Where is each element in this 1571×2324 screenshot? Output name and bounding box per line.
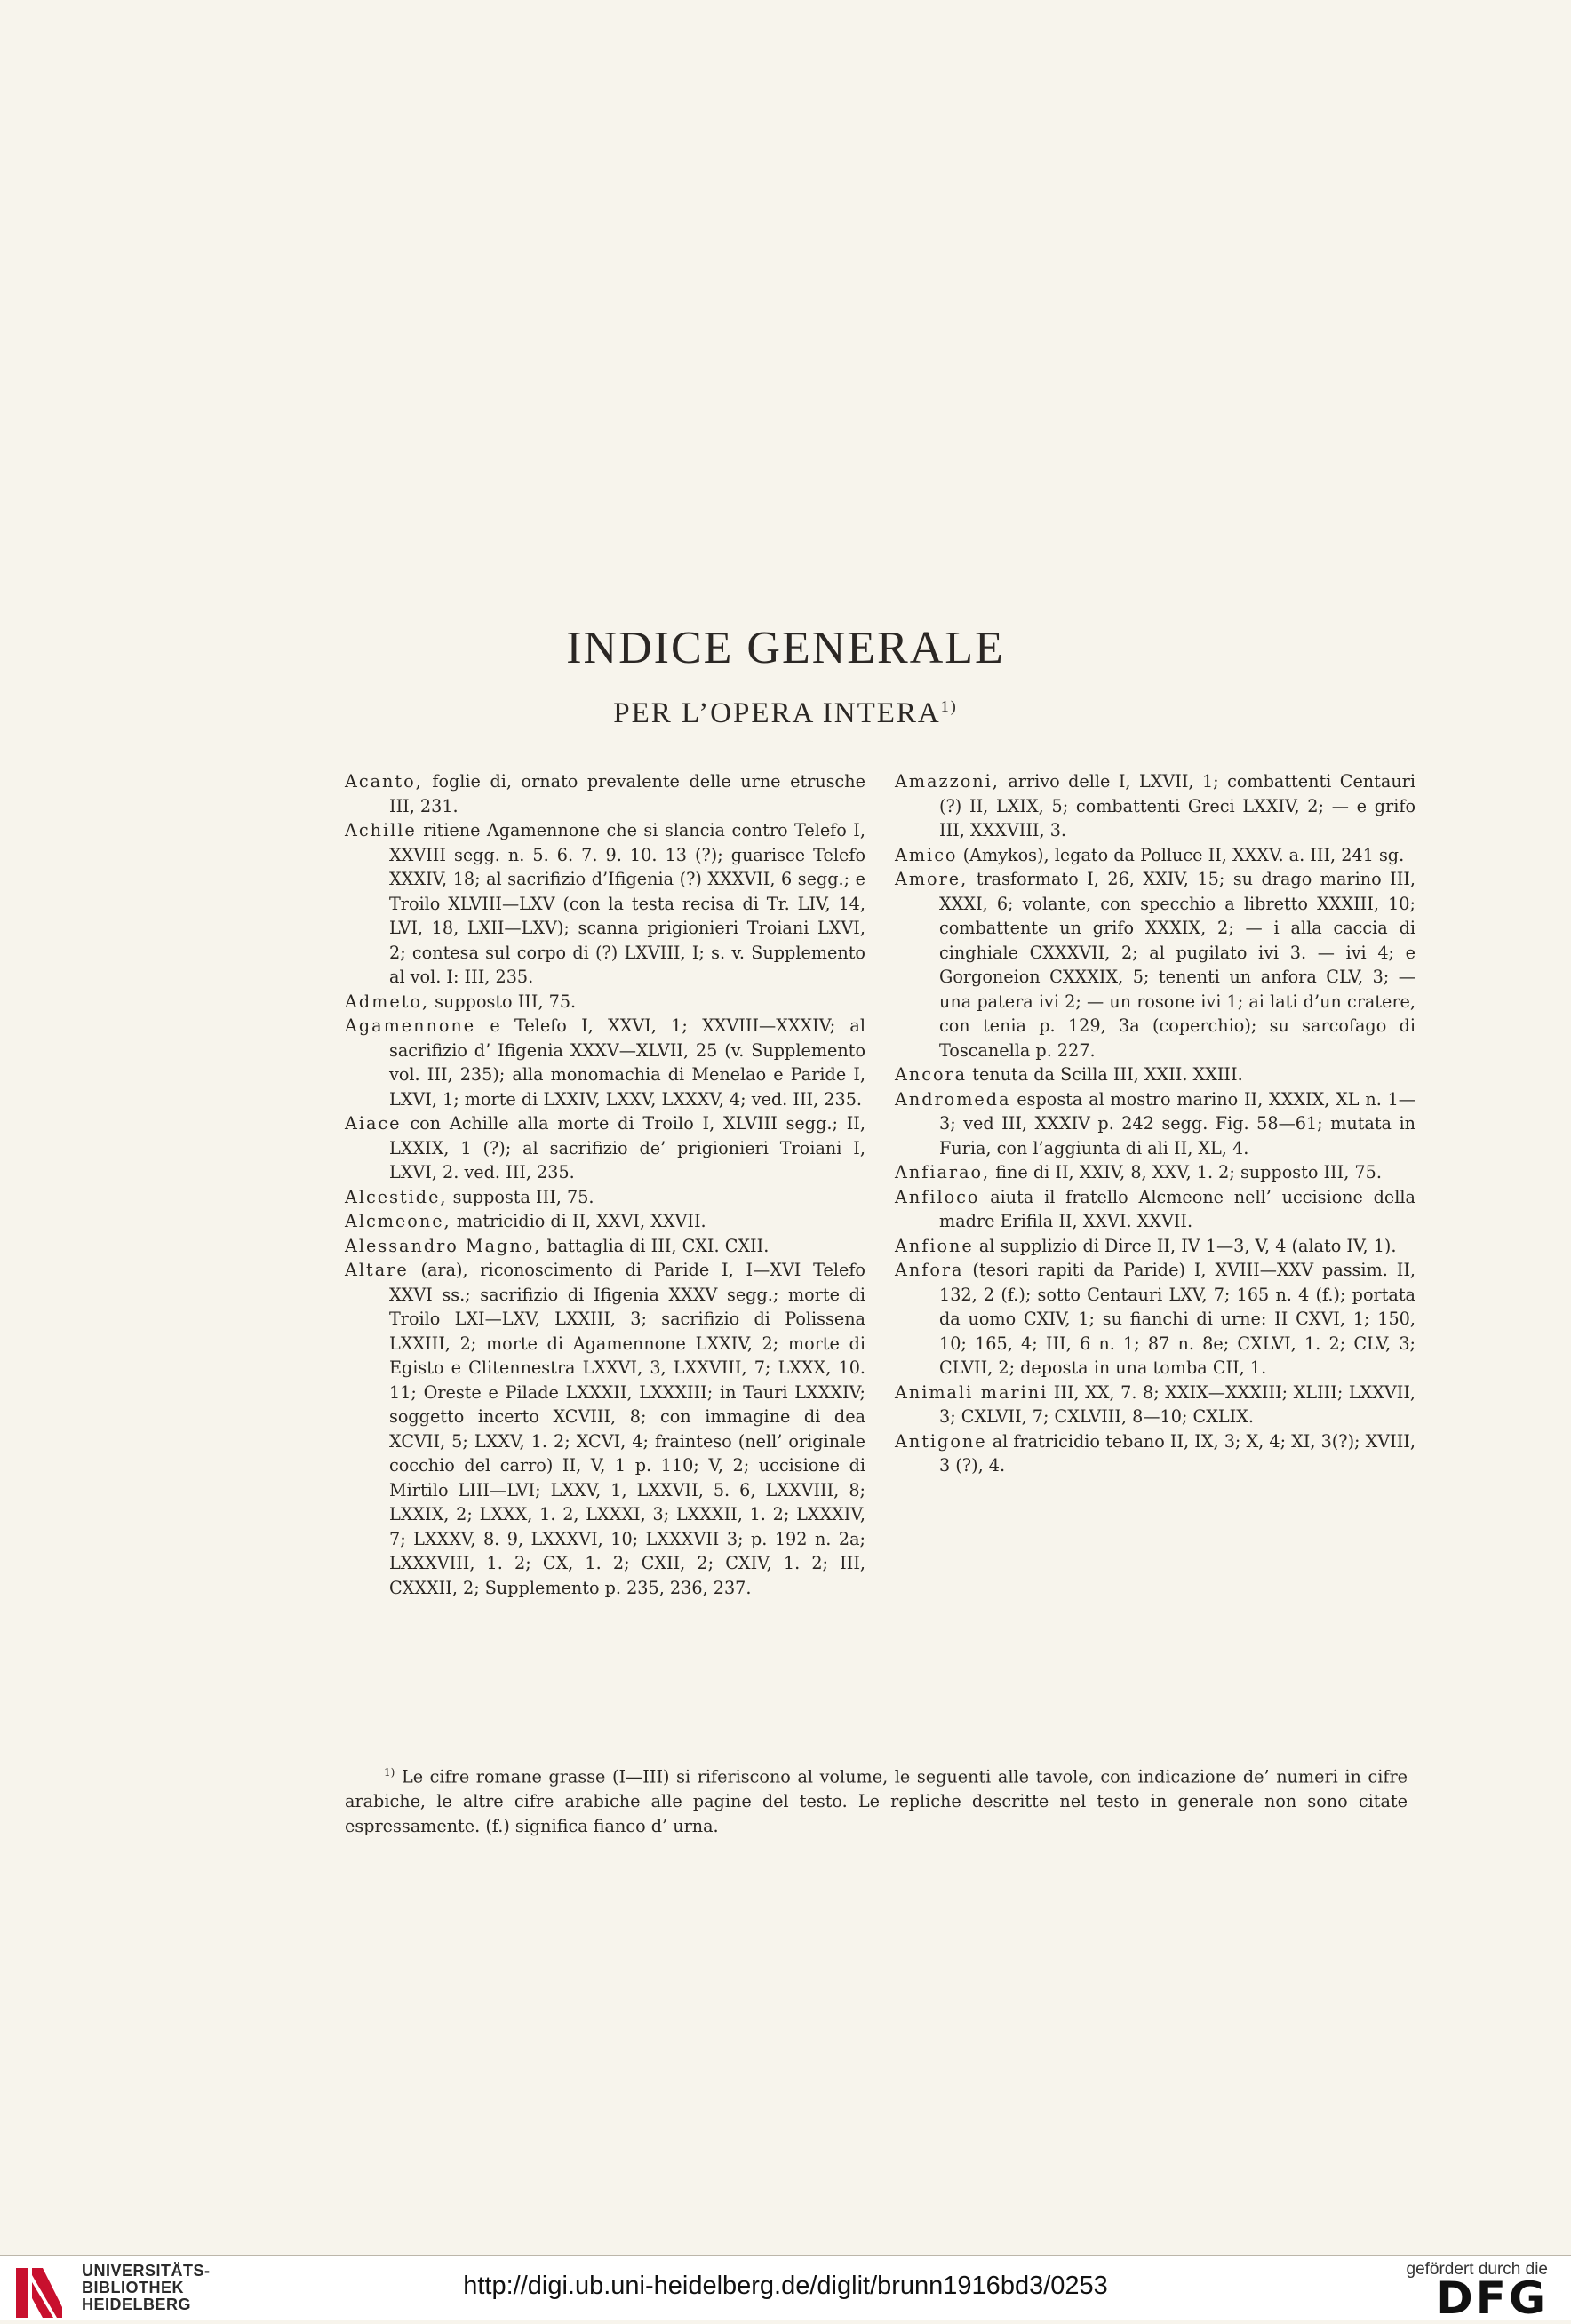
index-entry <box>345 818 865 990</box>
library-name-line: HEIDELBERG <box>82 2296 192 2313</box>
index-entry <box>895 1234 1415 1259</box>
entry-headword: Anfione <box>895 1235 974 1256</box>
dfg-logo[interactable]: DFG <box>1436 2272 1548 2324</box>
entry-headword: Agamennone <box>345 1015 476 1036</box>
footnote-text: Le cifre romane grasse (I—III) si riferiscono al volume, le seguenti alle tavole, con indicazione de’ numeri in cifre arabiche, le altre cifre arabiche alle pagine del testo. Le repliche descritte nel testo in generale non sono citate espressamente. (f.) significa fianco d’ urna. <box>345 1766 1408 1837</box>
entry-headword: Aiace <box>345 1113 402 1134</box>
library-name-line: UNIVERSITÄTS- <box>82 2262 211 2280</box>
entry-headword: Achille <box>345 820 417 840</box>
index-entry <box>895 1429 1415 1478</box>
index-entry <box>895 1381 1415 1429</box>
index-entry <box>345 1209 865 1234</box>
entry-headword: Alcestide, <box>345 1186 448 1207</box>
entry-text: battaglia di III, CXI. CXII. <box>546 1235 770 1256</box>
entry-headword: Anfiarao, <box>895 1162 991 1182</box>
entry-headword: Altare <box>345 1260 409 1280</box>
entry-headword: Alcmeone, <box>345 1211 451 1231</box>
entry-headword: Amazzoni, <box>895 771 1000 792</box>
footnote-mark: 1) <box>384 1766 395 1779</box>
entry-headword: Anfiloco <box>895 1186 980 1207</box>
entry-text: foglie di, ornato prevalente delle urne etrusche III, 231. <box>389 771 866 816</box>
entry-headword: Ancora <box>895 1064 968 1085</box>
index-entry <box>895 867 1415 1063</box>
index-entry <box>345 990 865 1015</box>
entry-text: e Telefo I, XXVI, 1; XXVIII—XXXIV; al sacrifizio d’ Ifigenia XXXV—XLVII, 25 (v. Supplemento vol. III, 235); alla monomachia di Menelao e Paride I, LXVI, 1; morte di LXXIV, LXXV, LXXXV, 4; ved. III, 235. <box>389 1015 865 1110</box>
index-entry <box>895 1160 1415 1185</box>
index-entry <box>345 1014 865 1111</box>
entry-text: supposta III, 75. <box>452 1186 594 1207</box>
entry-text: (Amykos), legato da Polluce II, XXXV. a. III, 241 sg. <box>962 844 1405 865</box>
entry-text: fine di II, XXIV, 8, XXV, 1. 2; supposto III, 75. <box>995 1162 1382 1182</box>
entry-text: supposto III, 75. <box>435 991 577 1012</box>
entry-text: (ara), riconoscimento di Paride I, I—XVI Telefo XXVI ss.; sacrifizio di Ifigenia XXXV segg.; morte di Troilo LXI—LXV, LXXIII, 3; sacrifizio di Polissena LXXIII, 2; morte di Agamennone LXXIV, 2; morte di Egisto e Clitennestra LXXVI, 3, LXXVIII, 7; LXXX, 10. 11; Oreste e Pilade LXXXII, LXXXIII; in Tauri LXXXIV; soggetto incerto XCVIII, 8; con immagine di dea XCVII, 5; LXXV, 1. 2; XCVI, 4; frainteso (nell’ originale cocchio del carro) II, V, 1 p. 110; V, 2; uccisione di Mirtilo LIII—LVI; LXXV, 1, LXXVII, 5. 6, LXXVIII, 8; LXXIX, 2; LXXX, 1. 2, LXXXI, 3; LXXXII, 1. 2; LXXXIV, 7; LXXXV, 8. 9, LXXXVI, 10; LXXXVII 3; p. 192 n. 2a; LXXXVIII, 1. 2; CX, 1. 2; CXII, 2; CXIV, 1. 2; III, CXXXII, 2; Supplemento p. 235, 236, 237. <box>389 1260 865 1598</box>
footnote <box>345 1760 1408 1839</box>
entry-headword: Animali marini <box>895 1381 1049 1403</box>
index-entry <box>345 769 865 818</box>
index-entry <box>895 1258 1415 1381</box>
index-entry <box>345 1258 865 1600</box>
page-subtitle: PER L’OPERA INTERA$^{1)}$ <box>613 697 958 729</box>
index-entry <box>895 1087 1415 1161</box>
subtitle-footnote-mark: 1) <box>940 697 958 715</box>
entry-text: trasformato I, 26, XXIV, 15; su drago marino III, XXXI, 6; volante, con specchio a libretto XXXIII, 10; combattente un grifo XXXIX, 2; — i alla caccia di cinghiale CXXXVII, 2; al pugilato ivi 3. — ivi 4; e Gorgoneion CXXXIX, 5; tenenti un anfora CLV, 3; — una patera ivi 2; — un rosone ivi 1; ai lati d’un cratere, con tenia p. 129, 3a (coperchio); su sarcofago di Toscanella p. 227. <box>939 869 1415 1061</box>
index-entry <box>895 1063 1415 1087</box>
permalink-url[interactable]: http://digi.ub.uni-heidelberg.de/diglit/brunn1916bd3/0253 <box>463 2272 1108 2300</box>
entry-headword: Admeto, <box>345 991 430 1012</box>
entry-headword: Anfora <box>895 1260 964 1280</box>
index-entry <box>345 1111 865 1185</box>
index-column-right <box>895 769 1415 1478</box>
funder-label: gefördert durch die <box>1406 2260 1548 2279</box>
entry-text: esposta al mostro marino II, XXXIX, XL n. 1—3; ved III, XXXIV p. 242 segg. Fig. 58—61; mutata in Furia, con l’aggiunta di ali II, XL, 4. <box>939 1088 1415 1158</box>
index-column-left <box>345 769 865 1600</box>
entry-headword: Amore, <box>895 869 969 889</box>
entry-headword: Alessandro Magno, <box>345 1235 542 1256</box>
entry-text: al fratricidio tebano II, IX, 3; X, 4; XI, 3(?); XVIII, 3 (?), 4. <box>939 1430 1415 1476</box>
entry-headword: Acanto, <box>345 771 423 792</box>
footer-bar <box>0 2256 1571 2324</box>
entry-text: ritiene Agamennone che si slancia contro Telefo I, XXVIII segg. n. 5. 6. 7. 9. 10. 13 (?); guarisce Telefo XXXIV, 18; al sacrifizio d’Ifigenia (?) XXXVII, 6 segg.; e Troilo XLVIII—LXV (con la testa recisa di Tr. LIV, 14, LVI, 18, LXII—LXV); scanna prigionieri Troiani LXVI, 2; contesa sul corpo di (?) LXVIII, I; s. v. Supplemento al vol. I: III, 235. <box>389 820 865 987</box>
entry-headword: Amico <box>895 844 958 865</box>
entry-text: (tesori rapiti da Paride) I, XVIII—XXV passim. II, 132, 2 (f.); sotto Centauri LXV, 7; 165 n. 4 (f.); portata da uomo CXIV, 1; su fianchi di urne: II CXVI, 1; 150, 10; 165, 4; III, 6 n. 1; 87 n. 8e; CXLVI, 1. 2; CLV, 3; CLVII, 2; deposta in una tomba CII, 1. <box>939 1260 1415 1378</box>
entry-text: al supplizio di Dirce II, IV 1—3, V, 4 (alato IV, 1). <box>978 1235 1397 1256</box>
entry-text: aiuta il fratello Alcmeone nell’ uccisione della madre Erifila II, XXVI. XXVII. <box>939 1186 1415 1231</box>
entry-text: arrivo delle I, LXVII, 1; combattenti Centauri (?) II, LXIX, 5; combattenti Greci LXXIV, 2; — e grifo III, XXXVIII, 3. <box>939 771 1415 840</box>
entry-text: con Achille alla morte di Troilo I, XLVIII segg.; II, LXXIX, 1 (?); al sacrifizio de’ prigionieri Troiani I, LXVI, 2. ved. III, 235. <box>389 1113 865 1182</box>
library-name-line: BIBLIOTHEK <box>82 2279 184 2296</box>
index-entry <box>895 843 1415 868</box>
entry-text: III, XX, 7. 8; XXIX—XXXIII; XLIII; LXXVII, 3; CXLVII, 7; CXLVIII, 8—10; CXLIX. <box>939 1381 1415 1427</box>
index-entry <box>895 1185 1415 1234</box>
index-entry <box>895 769 1415 843</box>
entry-text: matricidio di II, XXVI, XXVII. <box>456 1211 706 1231</box>
index-entry <box>345 1185 865 1210</box>
entry-headword: Antigone <box>895 1430 987 1452</box>
index-entry <box>345 1234 865 1259</box>
entry-headword: Andromeda <box>895 1088 1011 1110</box>
page-title: INDICE GENERALE <box>566 623 1005 673</box>
entry-text: tenuta da Scilla III, XXII. XXIII. <box>972 1064 1243 1085</box>
